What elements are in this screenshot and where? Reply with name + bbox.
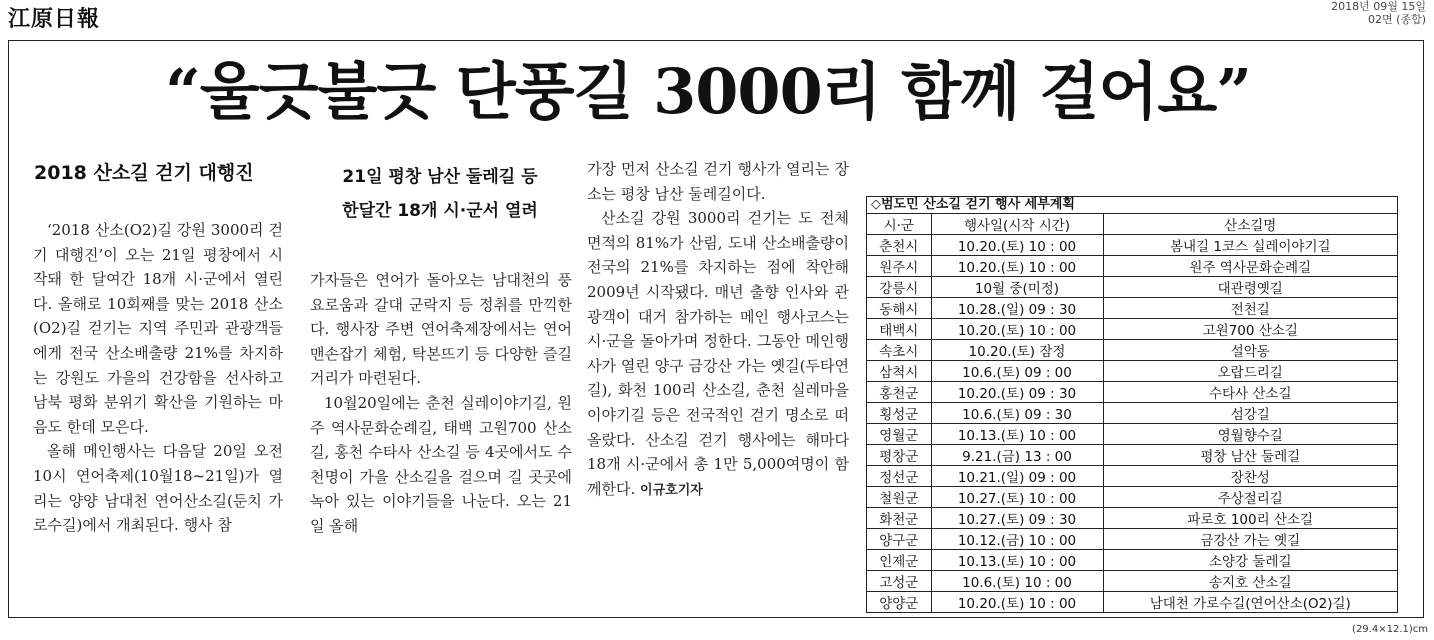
- article-column-3: [587, 157, 849, 503]
- paragraph-text: 산소길 강원 3000리 걷기는 도 전체 면적의 81%가 산림, 도내 산소배출량이 전국의 21%를 차지하는 점에 착안해 2009년 시작됐다. 매년 출향 인사와 관광객이 대거 참가하는 메인 행사코스는 시·군을 돌아가며 정한다. 그동안 메인행사가 열린 양구 금강산 가는 옛길(두타연길), 화천 100리 산소길, 춘천 실레마을 이야기길 등은 전국적인 걷기 명소로 떠올랐다. 산소길 걷기 행사에는 해마다 18개 시·군에서 총 1만 5,000여명이 함께한다.: [587, 209, 849, 498]
- trail-cell: 영월향수길: [1103, 424, 1397, 445]
- table-row: [867, 550, 1397, 571]
- table-row: [867, 235, 1397, 256]
- date-cell: 10.21.(일) 09 : 00: [931, 466, 1103, 487]
- date-cell: 10.13.(토) 10 : 00: [931, 424, 1103, 445]
- schedule-title: ◇범도민 산소길 걷기 행사 세부계획: [867, 197, 1397, 214]
- page-number: 02면 (종합): [1368, 13, 1426, 26]
- paragraph: ‘2018 산소(O2)길 강원 3000리 걷기 대행진’이 오는 21일 평창에서 시작돼 한 달여간 18개 시·군에서 열린다. 올해로 10회째를 맞는 2018 산소(O2)길 걷기는 지역 주민과 관광객들에게 전국 산소배출량 21%를 차지하는 강원도 가을의 건강함을 선사하고 남북 평화 분위기 확산을 기원하는 마음도 한데 모은다.: [33, 221, 283, 436]
- date-cell: 10.12.(금) 10 : 00: [931, 529, 1103, 550]
- trail-cell: 장찬성: [1103, 466, 1397, 487]
- trail-cell: 금강산 가는 옛길: [1103, 529, 1397, 550]
- newspaper-masthead: 江原日報: [8, 6, 101, 32]
- table-row: [867, 340, 1397, 361]
- region-cell: 철원군: [867, 487, 931, 508]
- trail-cell: 설악동: [1103, 340, 1397, 361]
- region-cell: 태백시: [867, 319, 931, 340]
- table-row: [867, 571, 1397, 592]
- article-column-2: [310, 268, 572, 539]
- paragraph: 10월20일에는 춘천 실레이야기길, 원주 역사문화순례길, 태백 고원700 산소길, 홍천 수타사 산소길 등 4곳에서도 수천명이 가을 산소길을 걸으며 길 곳곳에 녹아 있는 이야기들을 나눈다. 오는 21일 올해: [310, 393, 572, 535]
- date-cell: 10.6.(토) 09 : 30: [931, 403, 1103, 424]
- region-cell: 강릉시: [867, 277, 931, 298]
- date-cell: 10월 중(미정): [931, 277, 1103, 298]
- subheadline-middle: [315, 160, 565, 228]
- date-cell: 10.20.(토) 09 : 30: [931, 382, 1103, 403]
- subheadline-left: 2018 산소길 걷기 대행진: [34, 162, 254, 184]
- paragraph: 가장 먼저 산소길 걷기 행사가 열리는 장소는 평창 남산 둘레길이다.: [587, 160, 849, 203]
- issue-date: 2018년 09월 15일: [1331, 0, 1426, 13]
- column-header-trail: 산소길명: [1103, 214, 1397, 235]
- table-row: [867, 403, 1397, 424]
- paragraph: 가자들은 연어가 돌아오는 남대천의 풍요로움과 갈대 군락지 등 정취를 만끽한다. 행사장 주변 연어축제장에서는 연어 맨손잡기 체험, 탁본뜨기 등 다양한 즐길 거리가 마련된다.: [310, 271, 572, 388]
- region-cell: 속초시: [867, 340, 931, 361]
- region-cell: 고성군: [867, 571, 931, 592]
- schedule-table-box: [866, 196, 1398, 613]
- region-cell: 동해시: [867, 298, 931, 319]
- region-cell: 양구군: [867, 529, 931, 550]
- date-cell: 10.27.(토) 09 : 30: [931, 508, 1103, 529]
- trail-cell: 대관령옛길: [1103, 277, 1397, 298]
- region-cell: 삼척시: [867, 361, 931, 382]
- trail-cell: 평창 남산 둘레길: [1103, 445, 1397, 466]
- trail-cell: 주상절리길: [1103, 487, 1397, 508]
- region-cell: 화천군: [867, 508, 931, 529]
- trail-cell: 소양강 둘레길: [1103, 550, 1397, 571]
- article-column-1: [33, 218, 283, 538]
- trail-cell: 수타사 산소길: [1103, 382, 1397, 403]
- region-cell: 횡성군: [867, 403, 931, 424]
- region-cell: 양양군: [867, 592, 931, 613]
- table-row: [867, 382, 1397, 403]
- table-row: [867, 424, 1397, 445]
- column-header-region: 시·군: [867, 214, 931, 235]
- date-cell: 10.27.(토) 10 : 00: [931, 487, 1103, 508]
- schedule-table: [867, 214, 1397, 612]
- headline: “울긋불긋 단풍길 3000리 함께 걸어요”: [165, 55, 1251, 128]
- table-row: [867, 277, 1397, 298]
- trail-cell: 섬강길: [1103, 403, 1397, 424]
- date-cell: 10.20.(토) 잠정: [931, 340, 1103, 361]
- trail-cell: 고원700 산소길: [1103, 319, 1397, 340]
- table-row: [867, 466, 1397, 487]
- table-row: [867, 256, 1397, 277]
- region-cell: 인제군: [867, 550, 931, 571]
- table-row: [867, 529, 1397, 550]
- column-header-date: 행사일(시작 시간): [931, 214, 1103, 235]
- table-row: [867, 361, 1397, 382]
- date-cell: 10.20.(토) 10 : 00: [931, 319, 1103, 340]
- table-row: [867, 592, 1397, 613]
- date-cell: 10.6.(토) 10 : 00: [931, 571, 1103, 592]
- trail-cell: 남대천 가로수길(연어산소(O2)길): [1103, 592, 1397, 613]
- region-cell: 춘천시: [867, 235, 931, 256]
- table-row: [867, 298, 1397, 319]
- date-cell: 10.6.(토) 09 : 00: [931, 361, 1103, 382]
- date-cell: 10.20.(토) 10 : 00: [931, 592, 1103, 613]
- table-row: [867, 319, 1397, 340]
- table-row: [867, 445, 1397, 466]
- region-cell: 홍천군: [867, 382, 931, 403]
- date-cell: 10.20.(토) 10 : 00: [931, 235, 1103, 256]
- date-cell: 9.21.(금) 13 : 00: [931, 445, 1103, 466]
- region-cell: 정선군: [867, 466, 931, 487]
- size-note: (29.4×12.1)cm: [1352, 624, 1428, 635]
- paragraph: [587, 206, 849, 503]
- trail-cell: 송지호 산소길: [1103, 571, 1397, 592]
- table-row: [867, 508, 1397, 529]
- date-cell: 10.28.(일) 09 : 30: [931, 298, 1103, 319]
- byline: 이규호기자: [640, 482, 703, 498]
- table-header-row: [867, 214, 1397, 235]
- trail-cell: 원주 역사문화순례길: [1103, 256, 1397, 277]
- region-cell: 원주시: [867, 256, 931, 277]
- trail-cell: 봄내길 1코스 실레이야기길: [1103, 235, 1397, 256]
- trail-cell: 파로호 100리 산소길: [1103, 508, 1397, 529]
- trail-cell: 오랍드리길: [1103, 361, 1397, 382]
- date-cell: 10.13.(토) 10 : 00: [931, 550, 1103, 571]
- table-row: [867, 487, 1397, 508]
- issue-info: [1331, 0, 1426, 26]
- region-cell: 평창군: [867, 445, 931, 466]
- subheadline-middle-line-2: 한달간 18개 시·군서 열려: [342, 201, 538, 221]
- paragraph: 올해 메인행사는 다음달 20일 오전 10시 연어축제(10월18~21일)가 열리는 양양 남대천 연어산소길(둔치 가로수길)에서 개최된다. 행사 참: [33, 442, 283, 535]
- subheadline-middle-line-1: 21일 평창 남산 둘레길 등: [342, 167, 538, 187]
- date-cell: 10.20.(토) 10 : 00: [931, 256, 1103, 277]
- trail-cell: 전천길: [1103, 298, 1397, 319]
- region-cell: 영월군: [867, 424, 931, 445]
